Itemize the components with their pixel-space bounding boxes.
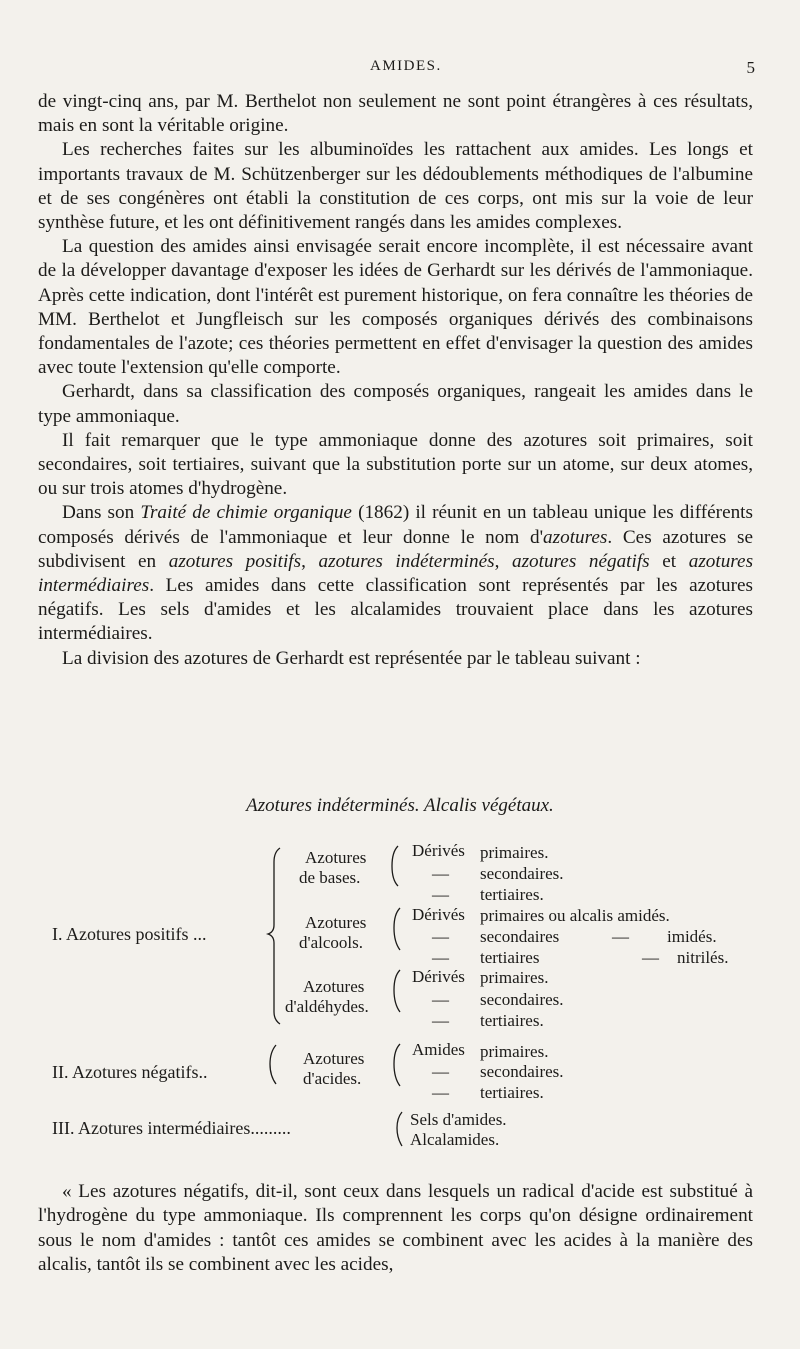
entry-desc: secondaires. — [480, 990, 564, 1009]
entry-dash: — — [432, 927, 449, 946]
entry-dash: — — [432, 885, 449, 904]
entry-desc: tertiaires. — [480, 1083, 544, 1102]
entry-head: Amides — [412, 1040, 465, 1059]
brace-intermediaires — [397, 1112, 402, 1146]
entry-desc: secondaires — [480, 927, 560, 946]
entry-item: Sels d'amides. — [410, 1110, 507, 1129]
entry-head: Dérivés — [412, 841, 465, 860]
entry-desc: secondaires. — [480, 864, 564, 883]
entry-dash: — — [432, 1083, 449, 1102]
entry-desc: tertiaires. — [480, 1011, 544, 1030]
running-title: AMIDES. — [370, 58, 442, 74]
entry-desc: tertiaires — [480, 948, 540, 967]
category-label-positifs: I. Azotures positifs ... — [52, 924, 207, 944]
group-name-line: d'aldéhydes. — [285, 997, 369, 1016]
entry-desc: primaires. — [480, 968, 549, 987]
term-indetermines: azotures indéterminés — [318, 550, 495, 572]
entry-dash: — — [432, 1062, 449, 1081]
text-span: et — [649, 550, 689, 572]
bottom-text — [38, 1180, 753, 1278]
entry-head: Dérivés — [412, 967, 465, 986]
text-span: . Ces azotures se subdivisent en — [38, 526, 753, 572]
entry-dash: — — [642, 948, 659, 967]
group-name-line: de bases. — [299, 868, 361, 887]
paragraph-continuation: de vingt-cinq ans, par M. Berthelot non seulement ne sont point étrangères à ces résultats, mais en sont la véritable origine. — [38, 91, 753, 137]
book-title: Traité de chimie organique — [140, 502, 352, 524]
entry-desc: tertiaires. — [480, 885, 544, 904]
entry-desc: primaires. — [480, 843, 549, 862]
entry-head: Dérivés — [412, 905, 465, 924]
entry-item: Alcalamides. — [410, 1130, 500, 1149]
paragraph-gerhardt: Gerhardt, dans sa classification des composés organiques, rangeait les amides dans le type ammoniaque. — [38, 381, 753, 427]
text-span: . Les amides dans cette classification sont représentés par les azotures négatifs. Les sels d'amides et les alcalamides trouvaient place dans les azotures intermédiaires. — [38, 575, 753, 645]
group-name-line: Azotures — [303, 977, 365, 996]
category-label-negatifs: II. Azotures négatifs.. — [52, 1062, 208, 1082]
brace-acides-left — [270, 1045, 276, 1084]
entry-desc: imidés. — [667, 927, 717, 946]
text-span: , — [301, 550, 319, 572]
entry-dash: — — [612, 927, 629, 946]
group-name-line: Azotures — [305, 913, 367, 932]
paragraph-quote: « Les azotures négatifs, dit-il, sont ceux dans lesquels un radical d'acide est substitué à l'hydrogène du type ammoniaque. Ils comprennent les corps qu'on désigne ordinairement sous le nom d'amides : tantôt ces amides se combinent avec les acides à la manière des alcalis, tantôt ils se combinent avec les acides, — [38, 1181, 753, 1276]
entry-desc: nitrilés. — [677, 948, 729, 967]
brace-acides-right — [394, 1044, 400, 1086]
paragraph-question-amides: La question des amides ainsi envisagée serait encore incomplète, il est nécessaire avant de la développer davantage d'exposer les idées de Gerhardt sur les dérivés de l'ammoniaque. Après cette indication, dont l'intérêt est purement historique, on fera connaître les théories de MM. Berthelot et Jungfleisch sur les composés organiques dérivés des combinaisons fondamentales de l'azote; ces théories permettent en effet d'envisager la question des amides avec toute l'extension qu'elle comporte. — [38, 236, 753, 379]
group-name-line: Azotures — [305, 848, 367, 867]
paragraph-type-ammoniaque: Il fait remarquer que le type ammoniaque donne des azotures soit primaires, soit secondaires, soit tertiaires, suivant que la substitution porte sur un atome, sur deux atomes, ou sur trois atomes d'hydrogène. — [38, 429, 753, 500]
entry-dash: — — [432, 864, 449, 883]
term-intermediaires: azotures intermédiaires — [38, 550, 754, 597]
page-number: 5 — [746, 58, 755, 77]
entry-dash: — — [432, 990, 449, 1009]
text-span: Dans son — [62, 502, 141, 524]
group-name-line: d'acides. — [303, 1069, 362, 1088]
group-name-line: Azotures — [303, 1049, 365, 1068]
term-negatifs: azotures négatifs — [511, 550, 650, 572]
entry-dash: — — [432, 948, 449, 967]
paragraph-division: La division des azotures de Gerhardt est représentée par le tableau suivant : — [62, 647, 641, 669]
brace-bases — [392, 846, 398, 886]
entry-desc: primaires ou alcalis amidés. — [480, 906, 670, 925]
brace-alcools — [394, 908, 400, 950]
big-brace — [268, 848, 280, 1024]
term-azotures: azotures — [543, 526, 608, 548]
category-label-intermediaires: III. Azotures intermédiaires......... — [52, 1118, 291, 1138]
term-positifs: azotures positifs — [168, 550, 302, 572]
entry-desc: secondaires. — [480, 1062, 564, 1081]
entry-desc: primaires. — [480, 1042, 549, 1061]
brace-aldehydes — [394, 970, 400, 1012]
table-title: Azotures indéterminés. Alcalis végétaux. — [246, 795, 554, 816]
entry-dash: — — [432, 1011, 449, 1030]
group-name-line: d'alcools. — [299, 933, 363, 952]
paragraph-albuminoides: Les recherches faites sur les albuminoïdes les rattachent aux amides. Les longs et importants travaux de M. Schützenberger sur les dédoublements méthodiques de l'albumine et de ses congénères ont établi la constitution de ces corps, ont mis sur la voie de leur synthèse future, et les ont définitivement rangés dans les amides complexes. — [38, 139, 753, 234]
text-span: (1862) il réunit en un tableau unique les différents composés dérivés de l'ammoniaque et leur donne le nom d' — [38, 502, 753, 548]
text-span: , — [494, 550, 512, 572]
